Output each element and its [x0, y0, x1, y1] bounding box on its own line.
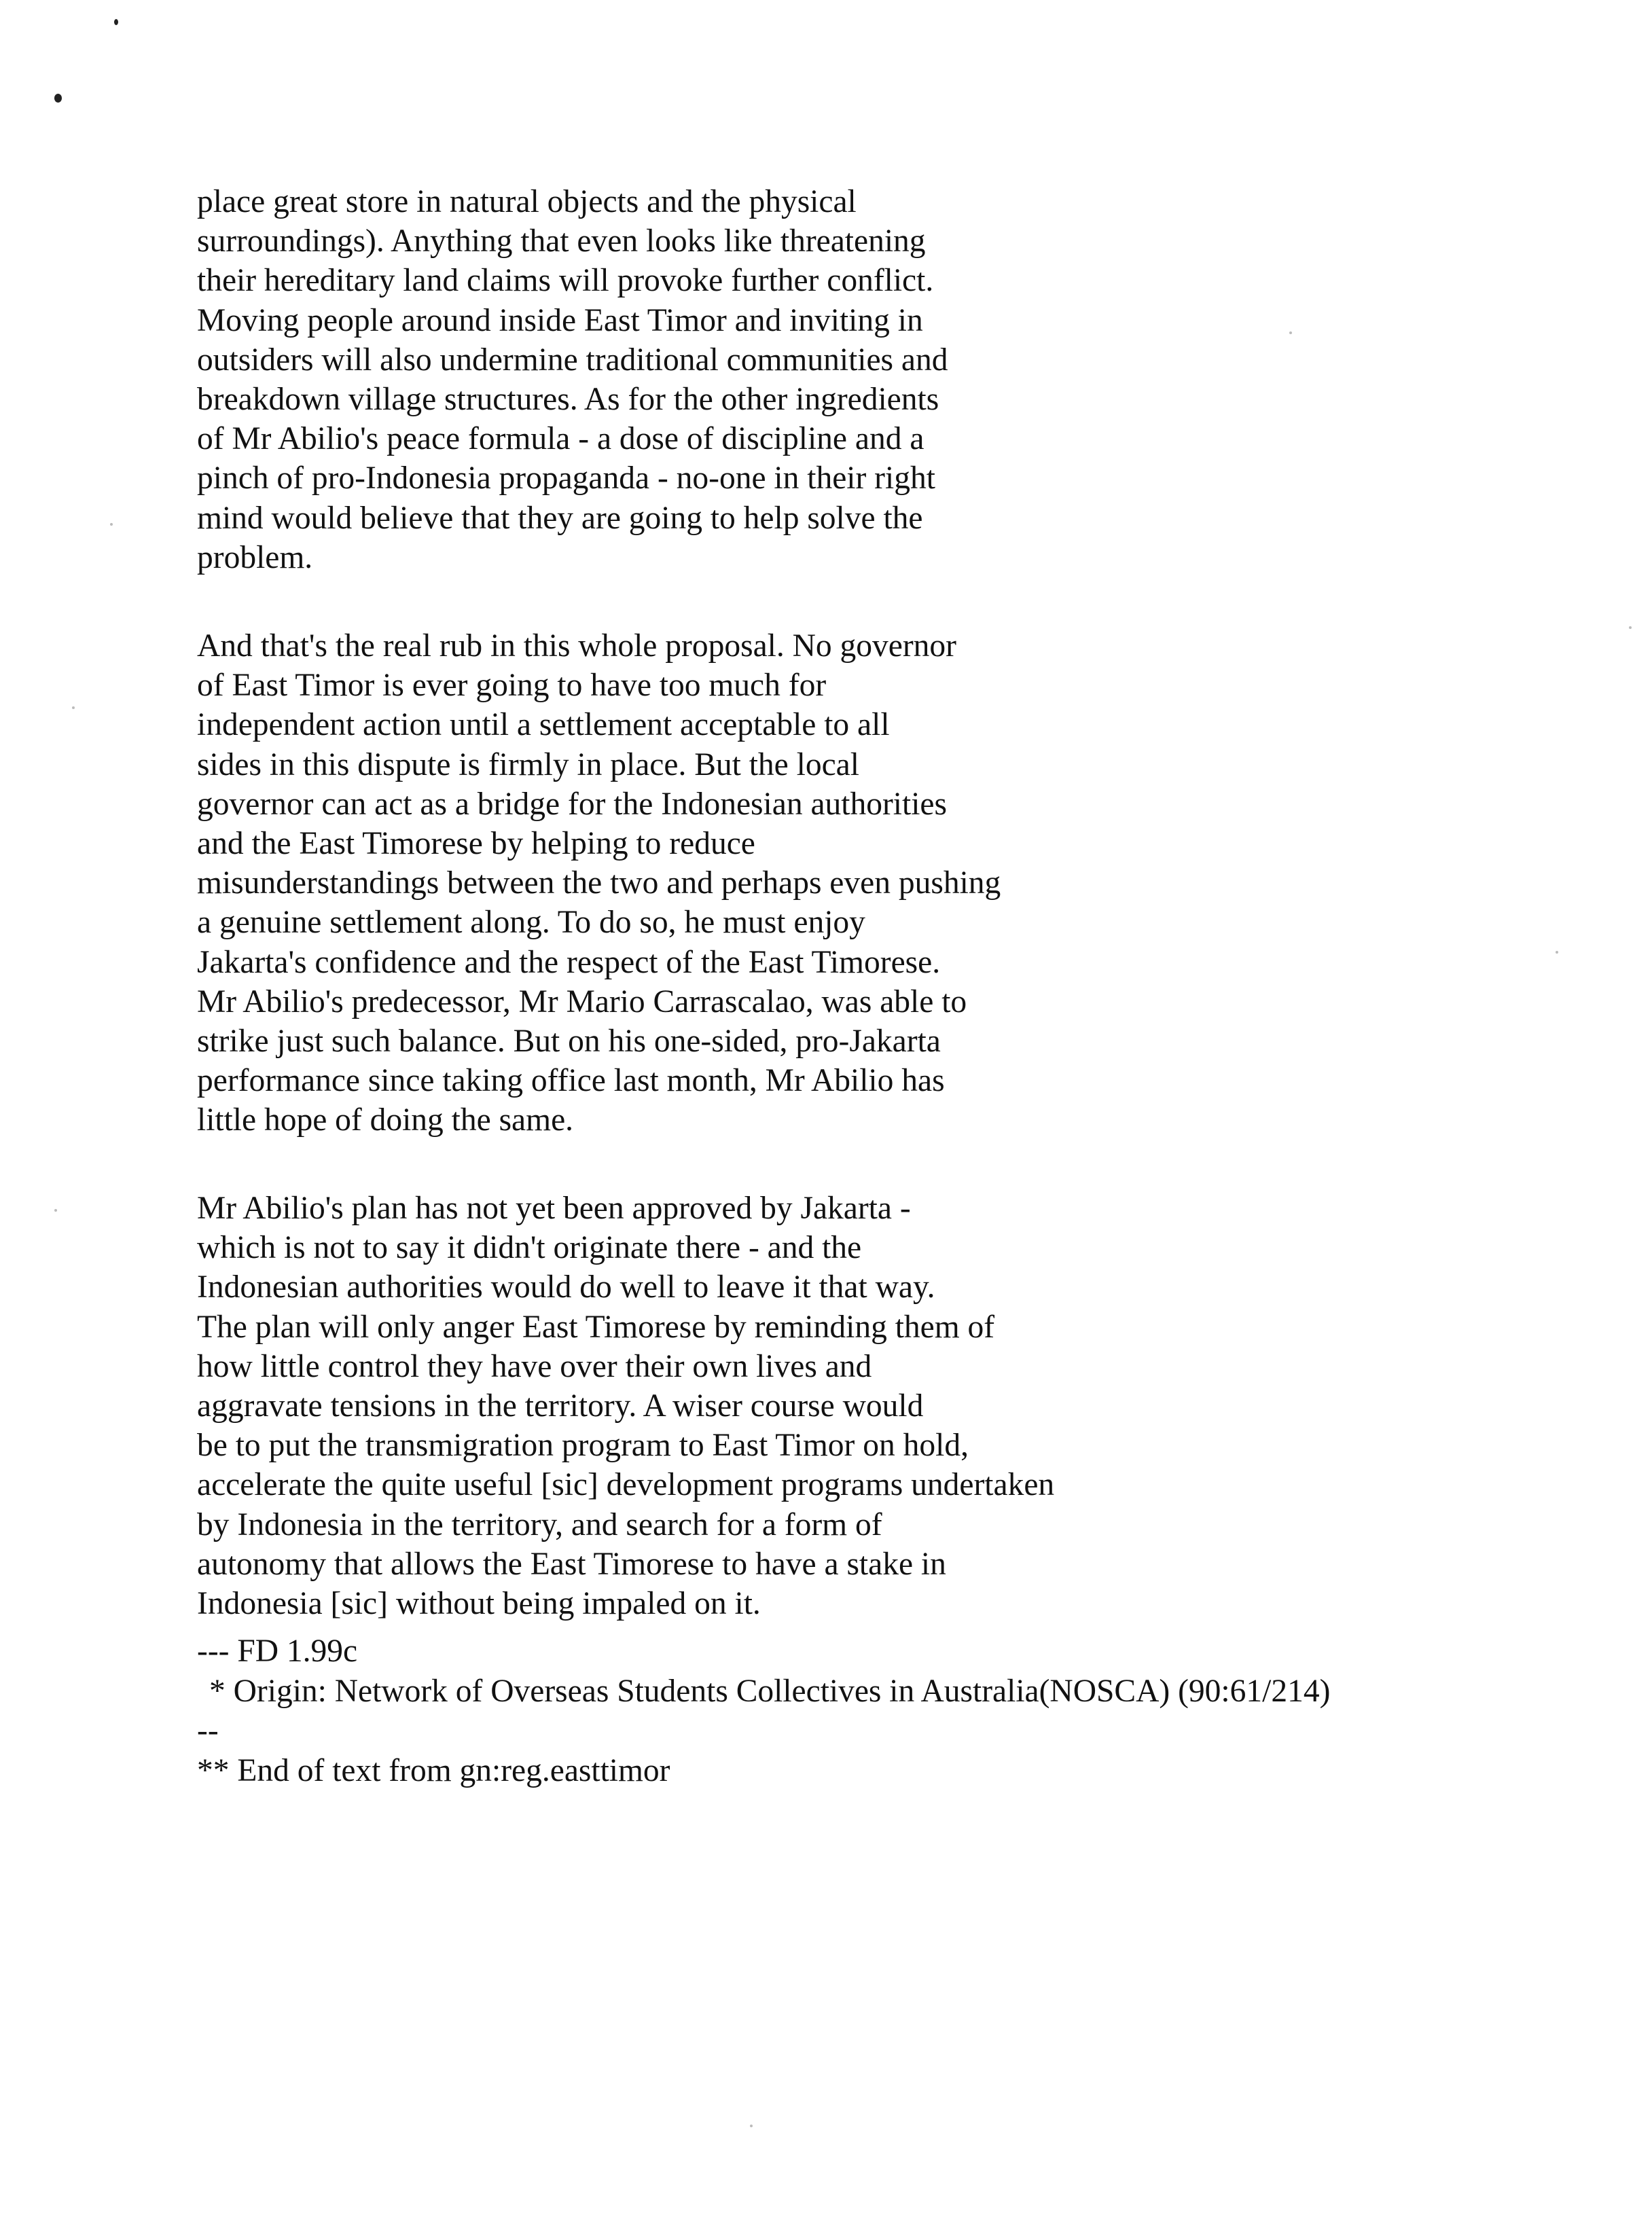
scan-speck [54, 94, 62, 103]
text-line: breakdown village structures. As for the other ingredients [197, 381, 939, 417]
scan-speck [114, 19, 118, 25]
text-line: sides in this dispute is firmly in place. But the local [197, 746, 859, 782]
text-line: problem. [197, 539, 313, 575]
text-line: The plan will only anger East Timorese by reminding them of [197, 1309, 995, 1345]
text-line: governor can act as a bridge for the Indonesian authorities [197, 786, 947, 822]
text-line: which is not to say it didn't originate there - and the [197, 1230, 862, 1266]
separator-line: -- [197, 1713, 219, 1748]
text-line: independent action until a settlement acceptable to all [197, 707, 890, 743]
text-line: little hope of doing the same. [197, 1102, 574, 1138]
text-line: Mr Abilio's plan has not yet been approved by Jakarta - [197, 1191, 911, 1226]
text-line: and the East Timorese by helping to reduce [197, 825, 755, 861]
text-line: autonomy that allows the East Timorese to have a stake in [197, 1546, 946, 1582]
text-line: pinch of pro-Indonesia propaganda - no-one in their right [197, 461, 935, 496]
text-line: aggravate tensions in the territory. A wiser course would [197, 1388, 924, 1424]
text-line: of Mr Abilio's peace formula - a dose of discipline and a [197, 421, 924, 457]
text-line: mind would believe that they are going to help solve the [197, 500, 923, 536]
scan-speck [750, 2125, 753, 2127]
text-line: their hereditary land claims will provoke further conflict. [197, 263, 934, 299]
origin-line: * Origin: Network of Overseas Students Collectives in Australia(NOSCA) (90:61/214) [209, 1673, 1331, 1709]
paragraph-3 [197, 1189, 1556, 1623]
scan-speck [1629, 626, 1632, 629]
text-line: a genuine settlement along. To do so, he must enjoy [197, 905, 865, 941]
text-line: accelerate the quite useful [sic] development programs undertaken [197, 1467, 1055, 1503]
scan-speck [54, 1209, 57, 1212]
text-line: strike just such balance. But on his one-sided, pro-Jakarta [197, 1023, 941, 1059]
text-line: outsiders will also undermine traditional communities and [197, 342, 948, 378]
text-line: Indonesia [sic] without being impaled on it. [197, 1585, 761, 1621]
text-line: place great store in natural objects and the physical [197, 184, 857, 219]
text-line: Indonesian authorities would do well to leave it that way. [197, 1269, 935, 1305]
text-line: be to put the transmigration program to East Timor on hold, [197, 1428, 969, 1464]
version-line: --- FD 1.99c [197, 1633, 358, 1669]
paragraph-2 [197, 626, 1556, 1140]
paragraph-1 [197, 182, 1556, 577]
text-line: Jakarta's confidence and the respect of the East Timorese. [197, 944, 941, 980]
text-line: surroundings). Anything that even looks like threatening [197, 223, 926, 259]
text-line: Mr Abilio's predecessor, Mr Mario Carrascalao, was able to [197, 983, 967, 1019]
message-trailer [197, 1631, 1556, 1790]
text-line: And that's the real rub in this whole proposal. No governor [197, 628, 956, 664]
text-line: of East Timor is ever going to have too much for [197, 668, 827, 704]
text-line: Moving people around inside East Timor and inviting in [197, 302, 923, 338]
scan-speck [72, 706, 75, 709]
text-line: how little control they have over their own lives and [197, 1348, 872, 1384]
text-line: performance since taking office last month, Mr Abilio has [197, 1063, 945, 1099]
text-line: misunderstandings between the two and perhaps even pushing [197, 865, 1001, 901]
scan-speck [1556, 951, 1558, 954]
scan-speck [110, 523, 113, 526]
end-of-text-line: ** End of text from gn:reg.easttimor [197, 1752, 670, 1788]
text-line: by Indonesia in the territory, and search for a form of [197, 1506, 882, 1542]
